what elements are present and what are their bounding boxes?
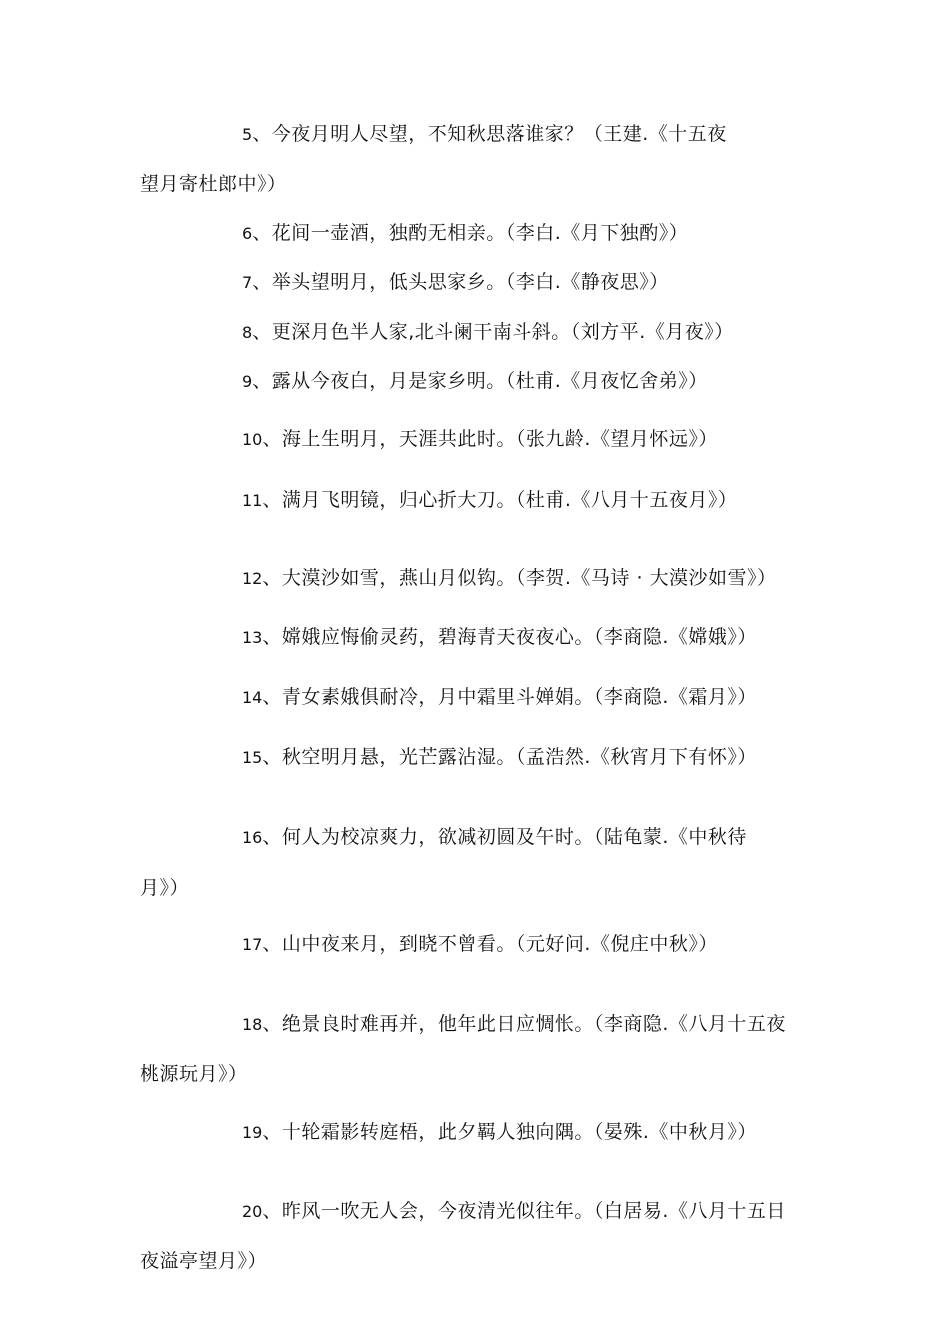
poem-text: 、绝景良时难再并，他年此日应惆怅。（李商隐.《八月十五夜 <box>262 1013 786 1035</box>
poem-text: 、山中夜来月，到晓不曾看。（元好问.《倪庄中秋》） <box>262 933 718 955</box>
poem-20-continuation: 夜溢亭望月》） <box>140 1250 268 1272</box>
poem-number: 9 <box>242 372 253 391</box>
poem-text: 、嫦娥应悔偷灵药，碧海青天夜夜心。（李商隐.《嫦娥》） <box>262 626 757 648</box>
poem-text: 、今夜月明人尽望，不知秋思落谁家？（王建.《十五夜 <box>252 123 727 145</box>
poem-18-line <box>242 1012 786 1037</box>
poem-10-line <box>242 427 718 452</box>
poem-number: 13 <box>242 628 263 647</box>
poem-9-line <box>242 369 708 394</box>
poem-13-line <box>242 625 757 650</box>
poem-number: 16 <box>242 828 263 847</box>
poem-6-line <box>242 221 688 246</box>
poem-19-line <box>242 1120 757 1145</box>
poem-text: 、举头望明月，低头思家乡。（李白.《静夜思》） <box>252 271 669 293</box>
poem-17-line <box>242 932 718 957</box>
poem-18-continuation: 桃源玩月》） <box>140 1063 248 1085</box>
poem-number: 8 <box>242 323 253 342</box>
poem-number: 7 <box>242 273 253 292</box>
poem-11-line <box>242 488 737 513</box>
poem-16-continuation: 月》） <box>140 877 190 899</box>
poem-text: 、昨风一吹无人会，今夜清光似往年。（白居易.《八月十五日 <box>262 1200 786 1222</box>
poem-text: 、青女素娥俱耐冷，月中霜里斗婵娟。（李商隐.《霜月》） <box>262 686 757 708</box>
poem-text: 、秋空明月悬，光芒露沾湿。（孟浩然.《秋宵月下有怀》） <box>262 746 757 768</box>
poem-number: 10 <box>242 430 263 449</box>
poem-number: 5 <box>242 125 253 144</box>
poem-number: 11 <box>242 491 263 510</box>
poem-number: 18 <box>242 1015 263 1034</box>
poem-text: 、何人为校凉爽力，欲减初圆及午时。（陆龟蒙.《中秋待 <box>262 826 747 848</box>
poem-text: 、花间一壶酒，独酌无相亲。（李白.《月下独酌》） <box>252 222 689 244</box>
poem-16-line <box>242 825 747 850</box>
poem-5-continuation: 望月寄杜郎中》） <box>140 173 287 195</box>
poem-number: 6 <box>242 224 253 243</box>
poem-text: 、十轮霜影转庭梧，此夕羁人独向隅。（晏殊.《中秋月》） <box>262 1121 757 1143</box>
poem-text: 、更深月色半人家,北斗阑干南斗斜。（刘方平.《月夜》） <box>252 321 734 343</box>
poem-5-line <box>242 122 727 147</box>
poem-8-line <box>242 320 734 345</box>
poem-number: 19 <box>242 1123 263 1142</box>
poem-text: 、海上生明月，天涯共此时。（张九龄.《望月怀远》） <box>262 428 718 450</box>
poem-text: 、露从今夜白，月是家乡明。（杜甫.《月夜忆舍弟》） <box>252 370 708 392</box>
poem-20-line <box>242 1199 786 1224</box>
poem-number: 12 <box>242 569 263 588</box>
poem-number: 15 <box>242 748 263 767</box>
poem-14-line <box>242 685 757 710</box>
poem-12-line <box>242 566 777 591</box>
poem-number: 17 <box>242 935 263 954</box>
poem-7-line <box>242 270 669 295</box>
poem-text: 、满月飞明镜，归心折大刀。（杜甫.《八月十五夜月》） <box>262 489 738 511</box>
poem-number: 20 <box>242 1202 263 1221</box>
poem-text: 、大漠沙如雪，燕山月似钩。（李贺.《马诗 · 大漠沙如雪》） <box>262 567 777 589</box>
poem-15-line <box>242 745 757 770</box>
poem-number: 14 <box>242 688 263 707</box>
